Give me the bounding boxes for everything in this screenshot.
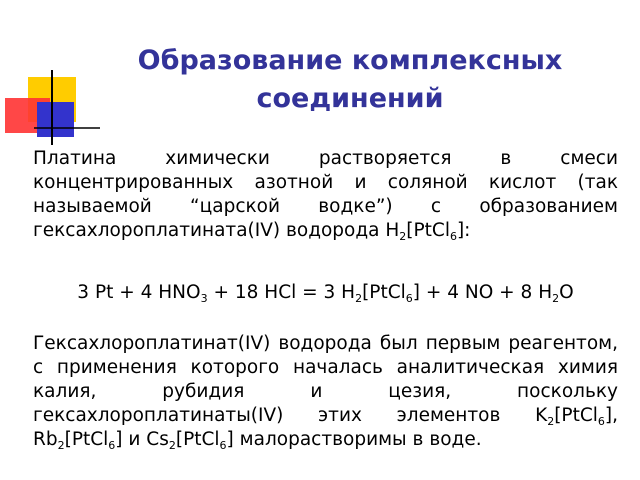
subscript: 2 (399, 230, 407, 243)
paragraph-1 (33, 147, 618, 243)
eq-part: ] + 4 NO + 8 H (412, 282, 553, 303)
subscript: 2 (355, 292, 363, 305)
subscript: 2 (57, 439, 65, 452)
paragraph-2-text: Гексахлороплатинат(IV) водорода был первым реагентом, с применения которого началась аналитическая химия калия, рубидия и цезия, поскольку гексахлороплатинаты(IV) этих элементов K (33, 333, 618, 426)
paragraph-2 (33, 332, 618, 452)
subscript: 2 (168, 439, 176, 452)
formula-part: [PtCl (64, 429, 109, 450)
eq-part: [PtCl (362, 282, 406, 303)
title-line-2: соединений (256, 83, 444, 114)
subscript: 2 (552, 292, 560, 305)
paragraph-1-text: Платина химически растворяется в смеси концентрированных азотной и соляной кислот (так называемой “царской водке”) с образованием гексахлороплатината(IV) водорода H (33, 148, 618, 241)
subscript: 6 (219, 439, 227, 452)
subscript: 3 (200, 292, 208, 305)
subscript: 6 (108, 439, 116, 452)
subscript: 6 (405, 292, 413, 305)
title-line-1: Образование комплексных (137, 45, 563, 76)
formula-part: [PtCl (554, 405, 598, 426)
formula-tail: ]: (456, 220, 471, 241)
subscript: 6 (597, 415, 605, 428)
slide-title (60, 42, 640, 118)
formula-part: [PtCl (406, 220, 450, 241)
eq-part: 3 Pt + 4 HNO (77, 282, 201, 303)
reaction-equation (33, 281, 618, 305)
formula-part: ], Rb (33, 405, 618, 450)
formula-part: [PtCl (175, 429, 220, 450)
eq-part: O (559, 282, 574, 303)
formula-part: ] и Cs (115, 429, 169, 450)
subscript: 2 (547, 415, 555, 428)
subscript: 6 (449, 230, 457, 243)
formula-tail: ] малорастворимы в воде. (226, 429, 482, 450)
eq-part: + 18 HCl = 3 H (207, 282, 356, 303)
